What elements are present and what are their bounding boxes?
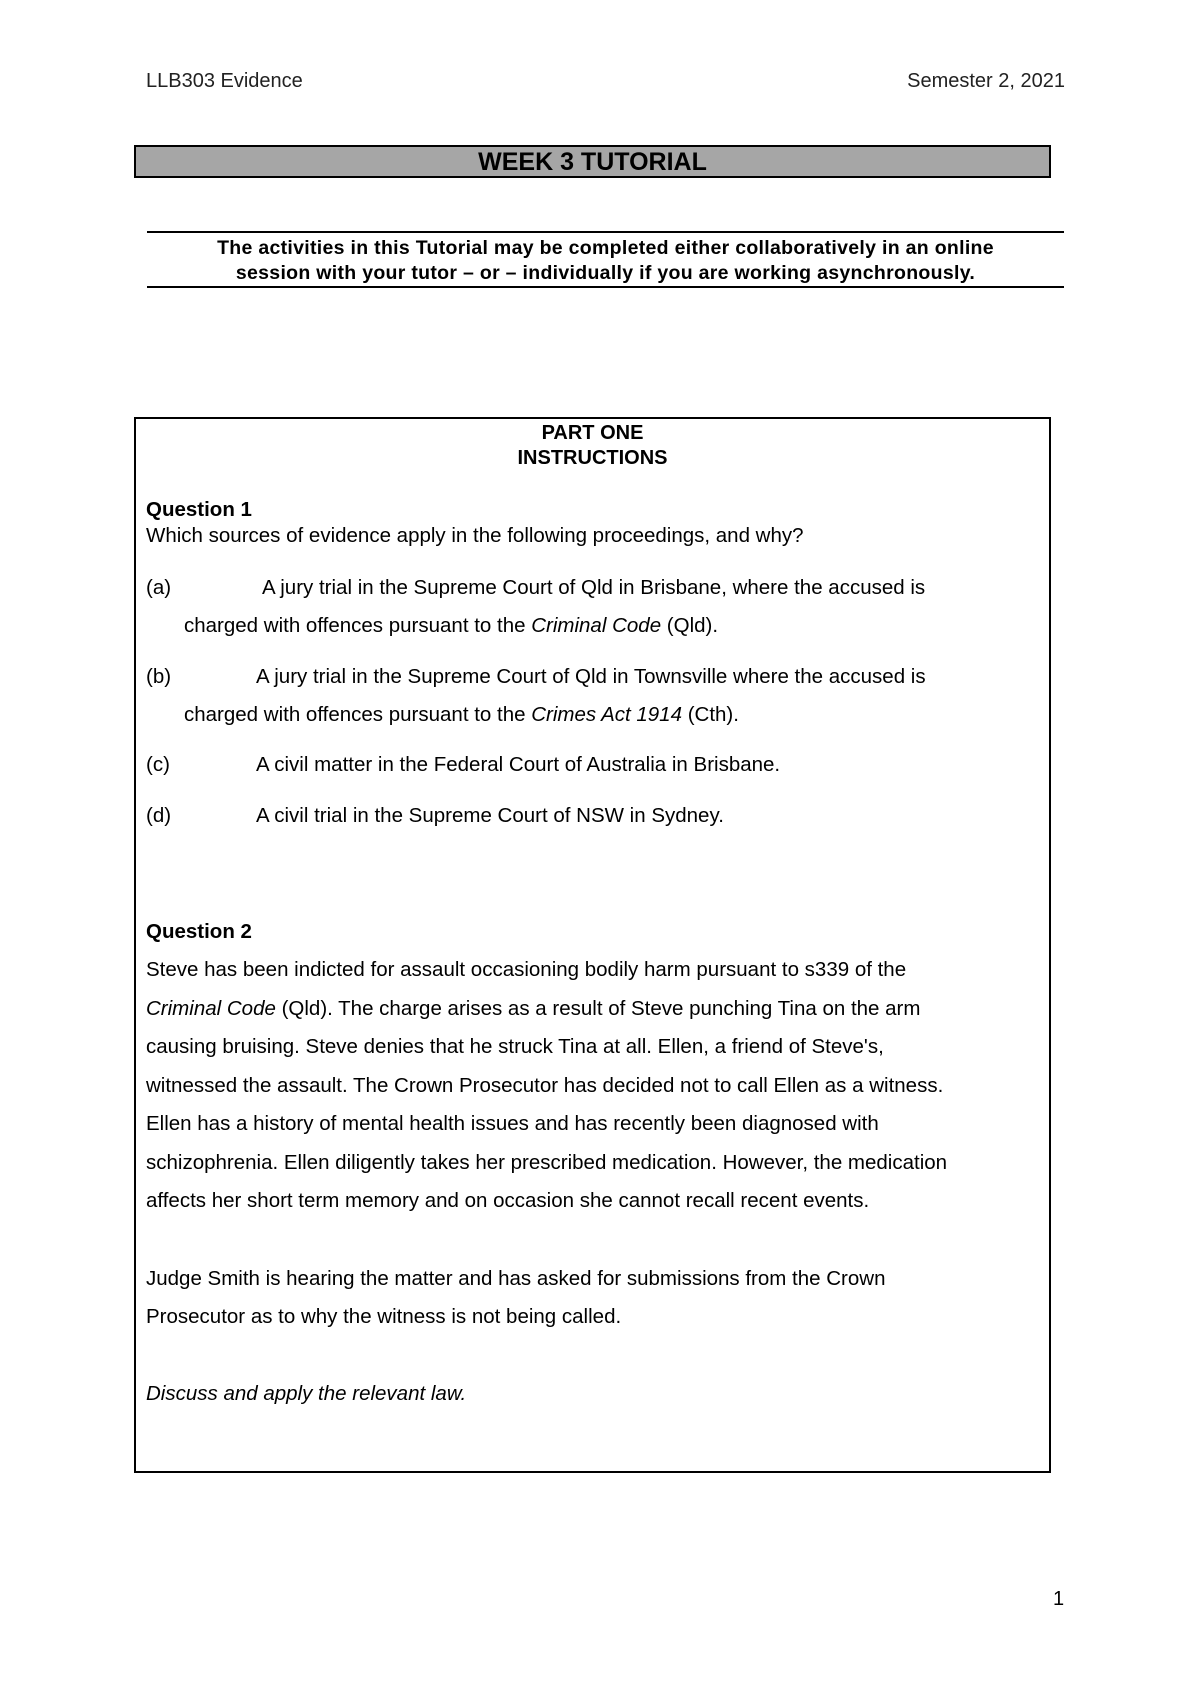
item-d-line-1: A civil trial in the Supreme Court of NSW in Sydney. <box>256 804 724 827</box>
part-subtitle: INSTRUCTIONS <box>517 447 668 469</box>
page-number: 1 <box>1053 1588 1065 1610</box>
part-one-box <box>134 417 1051 1473</box>
header-semester: Semester 2, 2021 <box>907 70 1065 92</box>
question-2-heading: Question 2 <box>146 920 252 943</box>
item-b-label: (b) <box>146 665 172 688</box>
item-b-line-2: charged with offences pursuant to the Crimes Act 1914 (Cth). <box>184 703 739 726</box>
question-2-instruction: Discuss and apply the relevant law. <box>146 1382 467 1405</box>
item-a-label: (a) <box>146 576 172 599</box>
item-d-label: (d) <box>146 804 172 827</box>
question-2-line-2: Criminal Code (Qld). The charge arises as a result of Steve punching Tina on the arm <box>146 997 921 1020</box>
item-a-line-1: A jury trial in the Supreme Court of Qld in Brisbane, where the accused is <box>262 576 926 599</box>
question-2-line-3: causing bruising. Steve denies that he struck Tina at all. Ellen, a friend of Steve's, <box>146 1035 884 1058</box>
intro-notice <box>147 231 1064 288</box>
question-2-line-6: schizophrenia. Ellen diligently takes her prescribed medication. However, the medication <box>146 1151 948 1174</box>
question-2-line-9: Prosecutor as to why the witness is not being called. <box>146 1305 622 1328</box>
question-2-line-4: witnessed the assault. The Crown Prosecutor has decided not to call Ellen as a witness. <box>146 1074 944 1097</box>
item-c-line-1: A civil matter in the Federal Court of Australia in Brisbane. <box>256 753 781 776</box>
part-title: PART ONE <box>541 422 644 444</box>
question-1-prompt: Which sources of evidence apply in the following proceedings, and why? <box>146 524 804 547</box>
question-2-line-8: Judge Smith is hearing the matter and has asked for submissions from the Crown <box>146 1267 886 1290</box>
item-b-line-1: A jury trial in the Supreme Court of Qld in Townsville where the accused is <box>256 665 926 688</box>
question-2-line-5: Ellen has a history of mental health issues and has recently been diagnosed with <box>146 1112 879 1135</box>
intro-line-1: The activities in this Tutorial may be completed either collaboratively in an online <box>217 237 994 259</box>
question-2-line-1: Steve has been indicted for assault occasioning bodily harm pursuant to s339 of the <box>146 958 907 981</box>
intro-line-2: session with your tutor – or – individually if you are working asynchronously. <box>235 262 976 284</box>
item-c-label: (c) <box>146 753 170 776</box>
header-course: LLB303 Evidence <box>146 70 303 92</box>
item-a-line-2: charged with offences pursuant to the Criminal Code (Qld). <box>184 614 719 637</box>
week-title-banner: WEEK 3 TUTORIAL <box>134 145 1051 178</box>
question-2-line-7: affects her short term memory and on occasion she cannot recall recent events. <box>146 1189 870 1212</box>
question-1-heading: Question 1 <box>146 498 252 521</box>
